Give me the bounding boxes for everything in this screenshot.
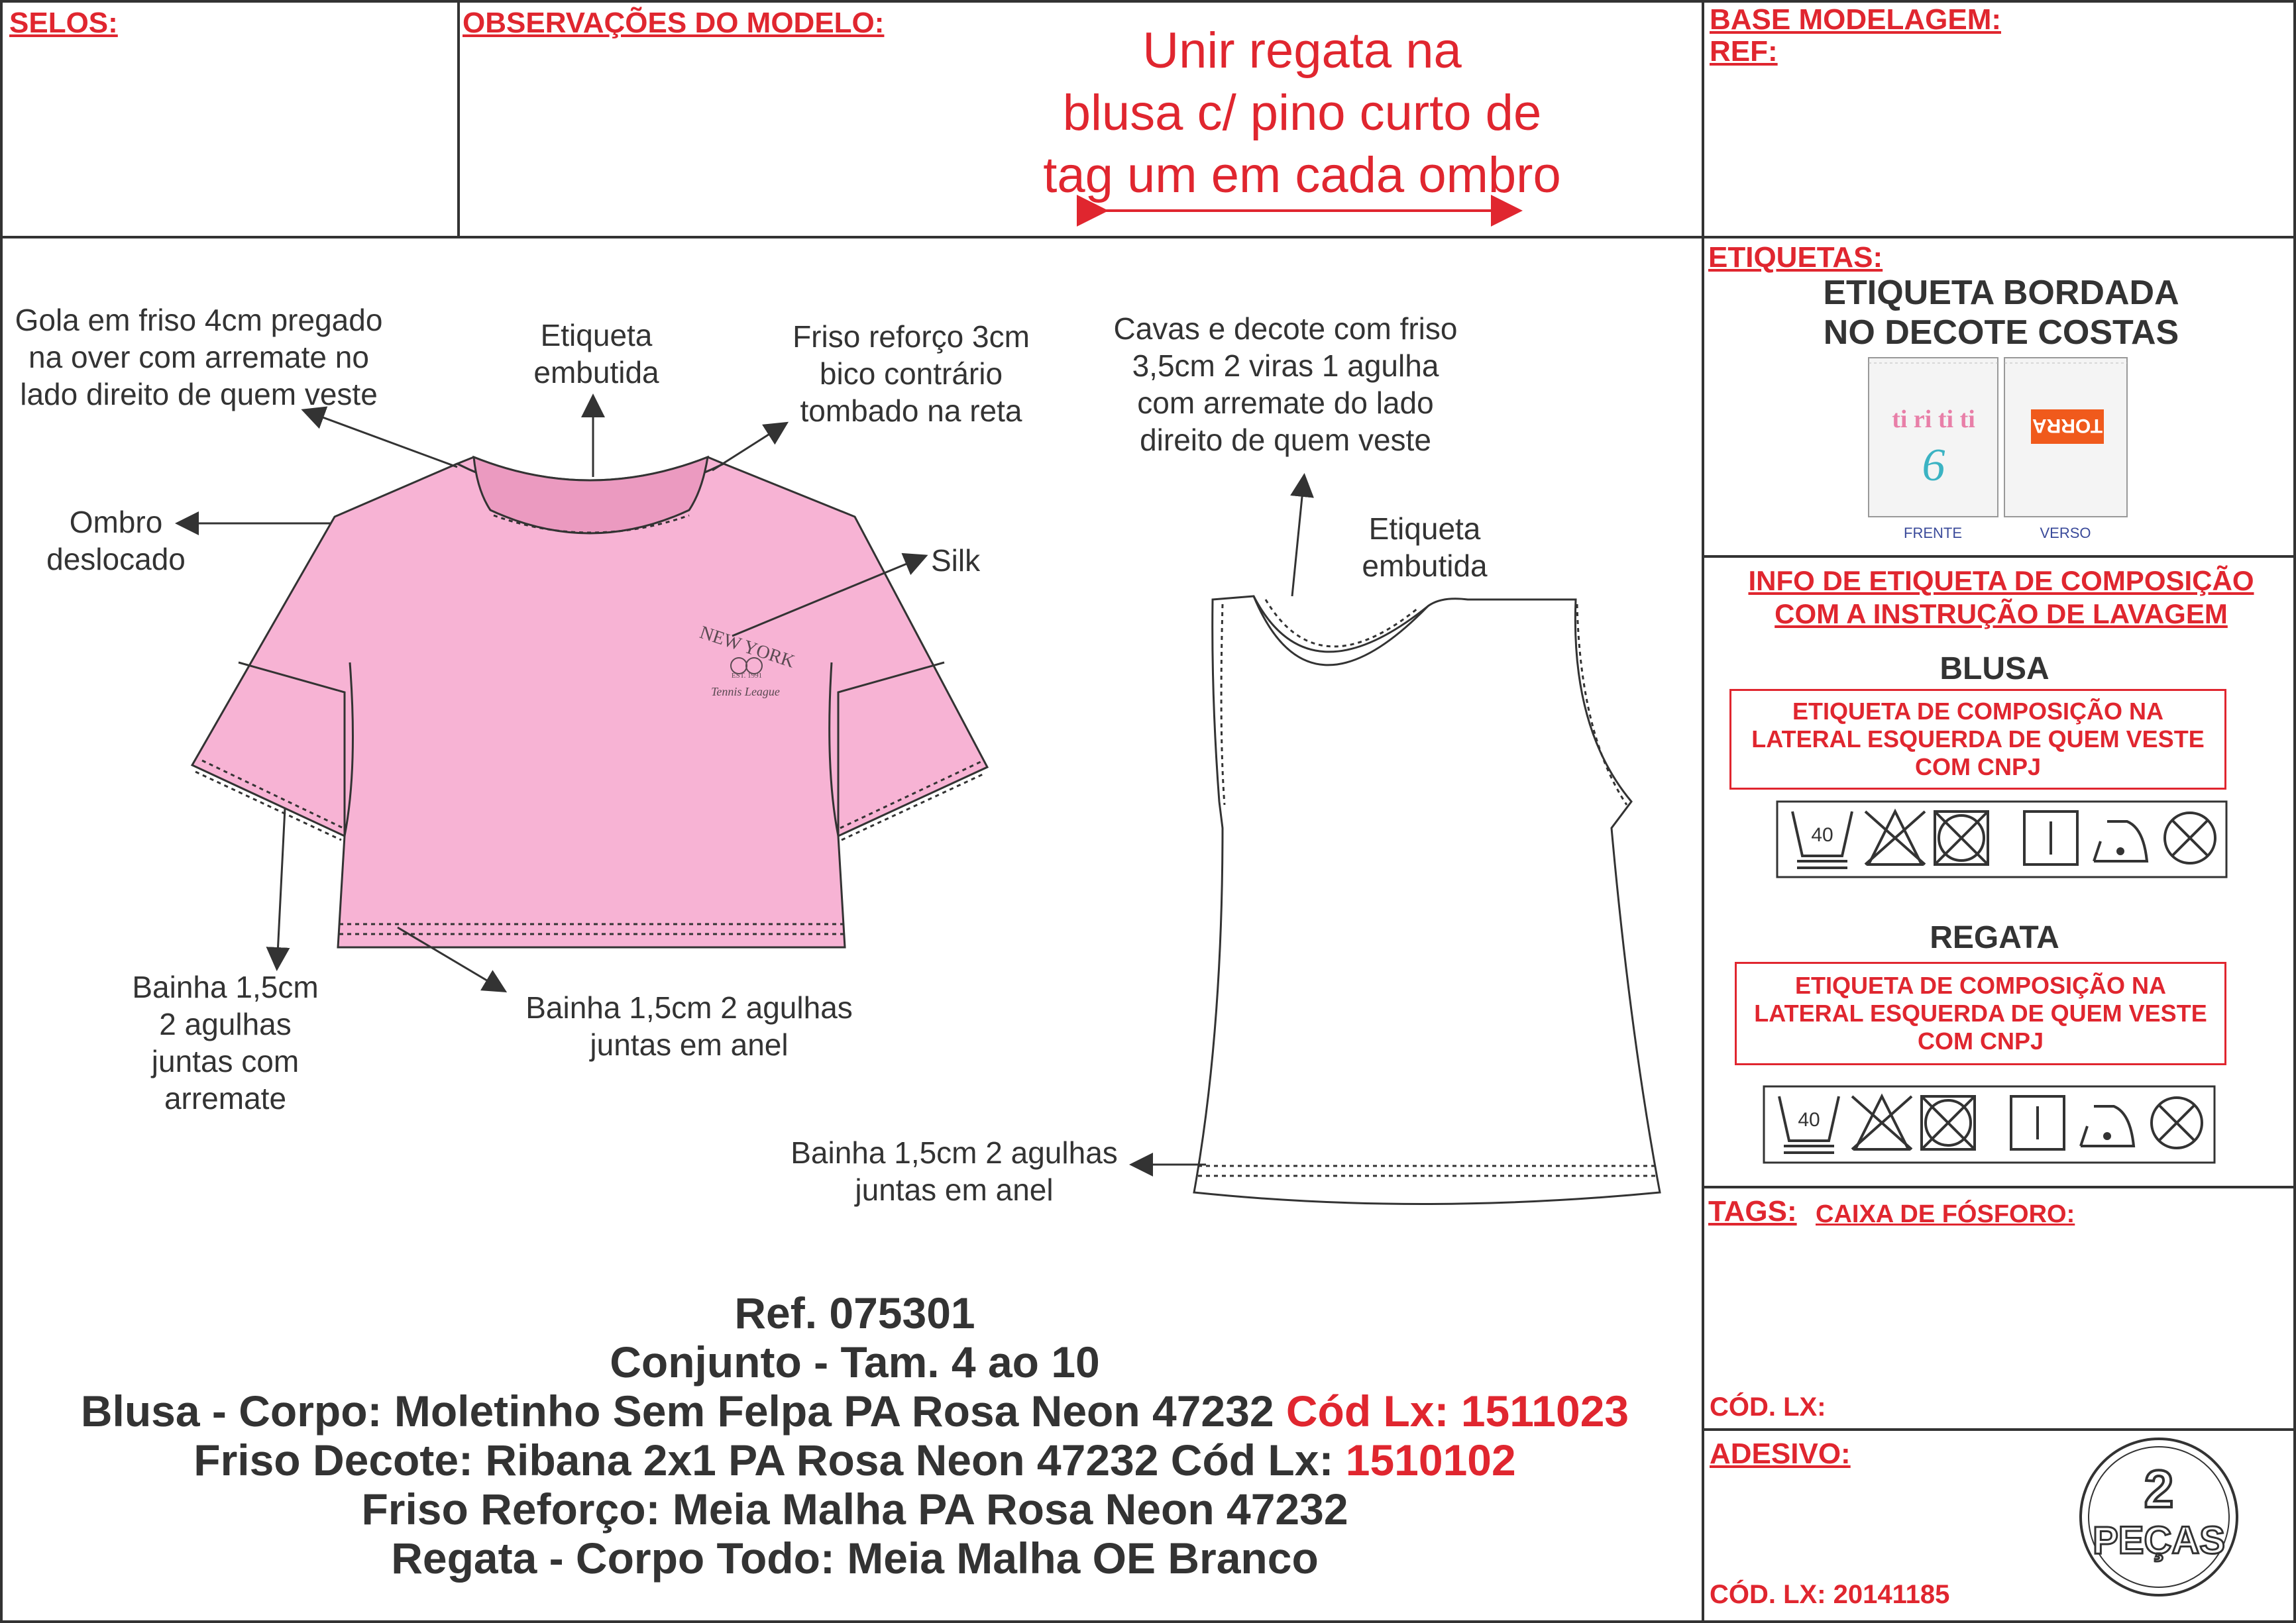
brand-front-text: ti ri ti ti [1892,405,1975,433]
base-modelagem-label: BASE MODELAGEM: [1710,3,2001,36]
torra-text: TORRA [2032,415,2103,437]
print-line-1: NEW YORK [697,622,798,672]
annotation-line: Ombro [69,505,163,539]
annotation-line: embutida [1362,549,1488,583]
blusa-title: BLUSA [1940,651,2050,686]
box-line: ETIQUETA DE COMPOSIÇÃO NA [1794,972,2167,999]
spec-blusa-text: Blusa - Corpo: Moletinho Sem Felpa PA Rosa Neon 47232 [80,1387,1286,1436]
observacao-line: Unir regata na [1142,23,1462,79]
spec-friso-decote-text: Friso Decote: Ribana 2x1 PA Rosa Neon 47232 Cód Lx: [193,1436,1346,1485]
annotation-line: Bainha 1,5cm 2 agulhas [525,990,853,1025]
annotation-silk: Silk [931,543,981,578]
observacoes-header: OBSERVAÇÕES DO MODELO: [463,7,885,39]
annotation-line: Etiqueta [1368,511,1481,546]
brand-number: 6 [1922,440,1945,491]
etiquetas-header: ETIQUETAS: [1708,241,1883,274]
observacao-line: blusa c/ pino curto de [1062,85,1542,141]
annotation-line: lado direito de quem veste [20,377,378,411]
wash-temp: 40 [1798,1109,1820,1131]
selos-header: SELOS: [9,7,118,39]
annotation-line: Friso reforço 3cm [793,319,1030,354]
badge-number: 2 [2144,1459,2174,1518]
annotation-line: juntas com [151,1044,300,1078]
box-line: LATERAL ESQUERDA DE QUEM VESTE [1751,725,2205,753]
box-line: COM CNPJ [1917,1027,2044,1055]
spec-conjunto: Conjunto - Tam. 4 ao 10 [610,1337,1100,1387]
annotation-line: com arremate do lado [1137,386,1434,420]
etiqueta-title-line: NO DECOTE COSTAS [1823,313,2179,352]
spec-friso-reforco: Friso Reforço: Meia Malha PA Rosa Neon 47232 [361,1485,1348,1534]
adesivo-header: ADESIVO: [1710,1438,1851,1470]
spec-ref: Ref. 075301 [734,1288,975,1337]
annotation-line: na over com arremate no [28,340,369,374]
annotation-line: bico contrário [819,356,1003,391]
annotation-line: arremate [164,1081,287,1116]
regata-title: REGATA [1930,920,2059,955]
label-front-caption: FRENTE [1904,525,1962,541]
box-line: ETIQUETA DE COMPOSIÇÃO NA [1792,698,2164,725]
annotation-line: embutida [533,355,659,390]
annotation-line: juntas em anel [590,1027,789,1062]
spec-friso-decote-cod: 1510102 [1345,1436,1516,1485]
ref-label: REF: [1710,35,1778,68]
tags-cod-label: CÓD. LX: [1710,1392,1826,1422]
annotation-line: juntas em anel [855,1173,1054,1207]
label-back-caption: VERSO [2040,525,2091,541]
composicao-header-line: INFO DE ETIQUETA DE COMPOSIÇÃO [1748,565,2254,596]
adesivo-cod: CÓD. LX: 20141185 [1710,1580,1950,1609]
composicao-header-line: COM A INSTRUÇÃO DE LAVAGEM [1775,598,2228,629]
wash-temp: 40 [1811,824,1833,846]
badge-text: PEÇAS [2093,1519,2225,1562]
annotation-line: Bainha 1,5cm 2 agulhas [791,1135,1118,1170]
spec-blusa-cod: Cód Lx: 1511023 [1285,1387,1629,1436]
annotation-line: 2 agulhas [159,1007,292,1041]
print-line-3: Tennis League [711,685,780,698]
box-line: COM CNPJ [1914,753,2042,780]
box-line: LATERAL ESQUERDA DE QUEM VESTE [1754,1000,2207,1027]
annotation-line: 3,5cm 2 viras 1 agulha [1132,348,1439,383]
caixa-fosforo-label: CAIXA DE FÓSFORO: [1816,1200,2075,1228]
annotation-line: direito de quem veste [1140,423,1431,457]
annotation-line: Gola em friso 4cm pregado [15,303,383,337]
spec-regata: Regata - Corpo Todo: Meia Malha OE Branco [391,1534,1319,1583]
etiqueta-title-line: ETIQUETA BORDADA [1823,274,2179,312]
annotation-line: tombado na reta [800,393,1022,428]
annotation-line: Etiqueta [540,318,653,352]
print-line-2: EST. 1991 [731,672,763,680]
annotation-line: Cavas e decote com friso [1113,311,1458,346]
tags-header: TAGS: [1708,1195,1797,1228]
annotation-line: Bainha 1,5cm [132,970,319,1004]
observacao-line: tag um em cada ombro [1043,147,1561,203]
annotation-line: deslocado [46,542,186,576]
